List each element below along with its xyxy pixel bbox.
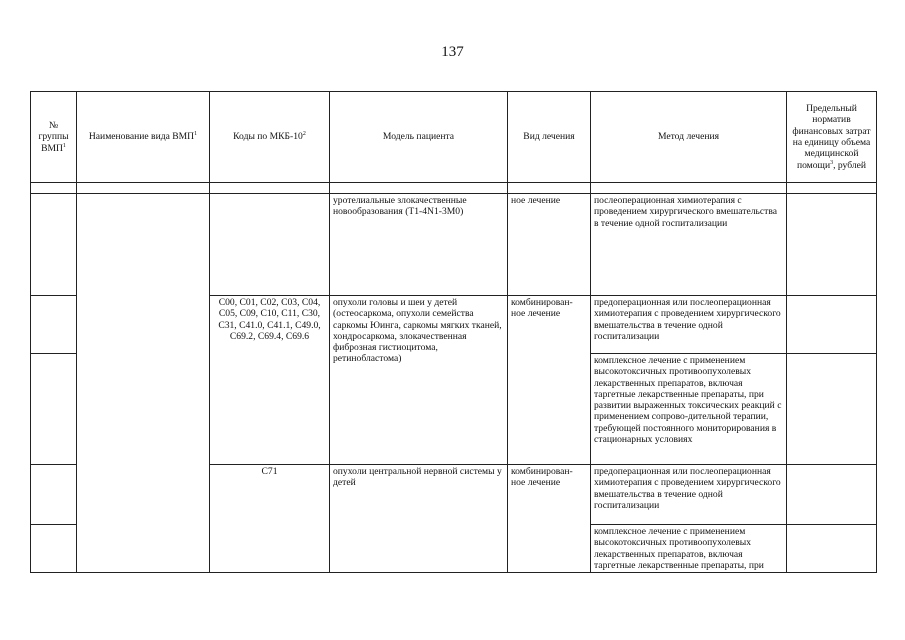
header-patient-model: Модель пациента xyxy=(330,92,508,183)
cell-patient-model: уротелиальные злокачественные новообразования (T1-4N1-3M0) xyxy=(330,194,508,296)
cell-group-no xyxy=(31,194,77,296)
header-icd-codes: Коды по МКБ-$10^2$ xyxy=(210,92,330,183)
cell-treatment-method: предоперационная или послеоперационная химиотерапия с проведением хирургического вмешательства в течение одной госпитализации xyxy=(591,296,787,354)
cell-group-no xyxy=(31,465,77,525)
cell-treatment-type: комбинирован-ное лечение xyxy=(508,465,591,573)
cell-vmp-name xyxy=(77,194,210,573)
cell-icd-codes xyxy=(210,194,330,296)
cell-icd-codes: C71 xyxy=(210,465,330,573)
header-vmp-name: Наименование вида ВМП$^1$ xyxy=(77,92,210,183)
cell-treatment-method: комплексное лечение с применением высокотоксичных противоопухолевых лекарственных препаратов, включая таргетные лекарственные препараты, при развитии выраженных токсических реакций с применением сопрово-дительной терапии, требующей постоянного мониторирования в стационарных условиях xyxy=(591,354,787,465)
cell-group-no xyxy=(31,296,77,354)
page-number: 137 xyxy=(441,44,464,60)
table-header-row xyxy=(31,92,877,183)
cell-cost xyxy=(787,354,877,465)
cell-cost xyxy=(787,296,877,354)
header-treatment-method: Метод лечения xyxy=(591,92,787,183)
cell-treatment-type: ное лечение xyxy=(508,194,591,296)
cell-patient-model: опухоли головы и шеи у детей (остеосаркома, опухоли семейства саркомы Юинга, саркомы мягких тканей, хондросаркома, злокачественная фиброзная гистиоцитома, ретинобластома) xyxy=(330,296,508,465)
table-row xyxy=(31,194,877,296)
cell-group-no xyxy=(31,525,77,573)
cell-treatment-method: предоперационная или послеоперационная химиотерапия с проведением хирургического вмешательства в течение одной госпитализации xyxy=(591,465,787,525)
cell-treatment-method: послеоперационная химиотерапия с проведением хирургического вмешательства в течение одной госпитализации xyxy=(591,194,787,296)
header-cost-norm: Предельный норматив финансовых затрат на единицу объема медицинской помощи$^3$, рублей xyxy=(787,92,877,183)
cell-patient-model: опухоли центральной нервной системы у детей xyxy=(330,465,508,573)
vmp-table xyxy=(30,91,877,573)
header-treatment-type: Вид лечения xyxy=(508,92,591,183)
cell-cost xyxy=(787,194,877,296)
cell-cost xyxy=(787,525,877,573)
cell-cost xyxy=(787,465,877,525)
table-spacer-row xyxy=(31,183,877,194)
cell-treatment-type: комбинирован-ное лечение xyxy=(508,296,591,465)
cell-treatment-method: комплексное лечение с применением высокотоксичных противоопухолевых лекарственных препаратов, включая таргетные лекарственные препараты, при xyxy=(591,525,787,573)
cell-group-no xyxy=(31,354,77,465)
header-group-no: № группы ВМП$^1$ xyxy=(31,92,77,183)
cell-icd-codes: C00, C01, C02, C03, C04, C05, C09, C10, C11, C30, C31, C41.0, C41.1, C49.0, C69.2, C69.4, C69.6 xyxy=(210,296,330,465)
